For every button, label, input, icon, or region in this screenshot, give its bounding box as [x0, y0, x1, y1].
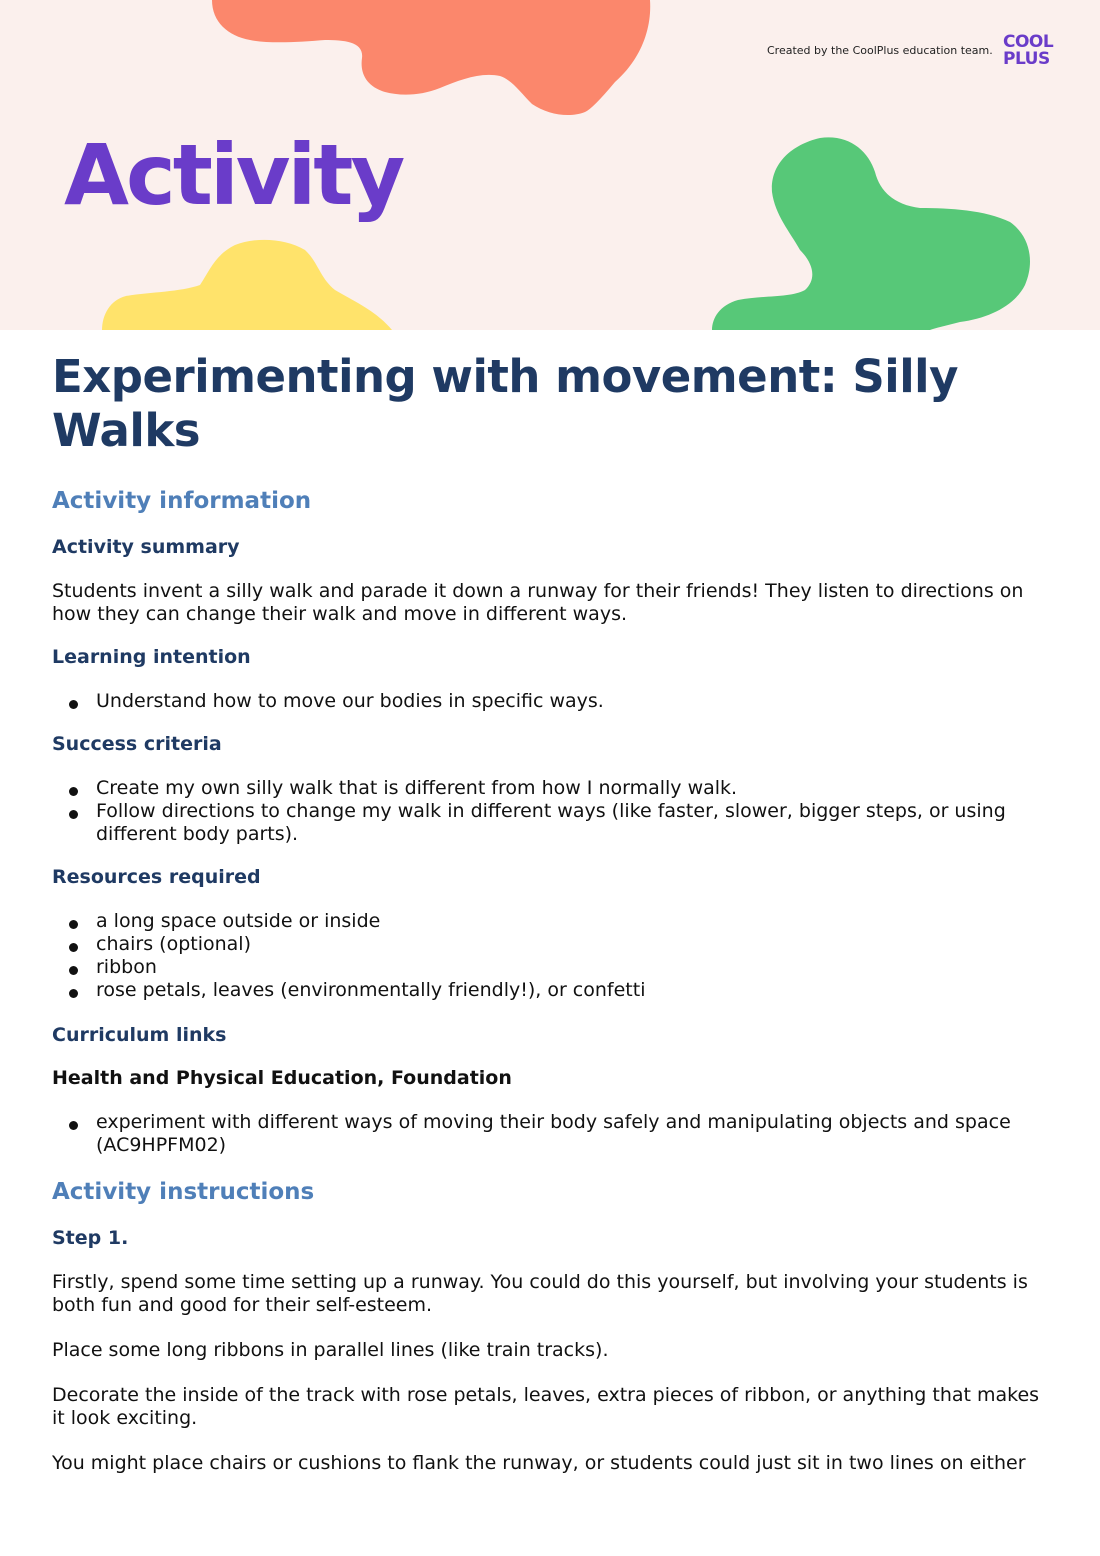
resources-heading: Resources required [52, 866, 261, 888]
summary-text: Students invent a silly walk and parade it down a runway for their friends! They listen to directions on how they can change their walk and move in different ways. [52, 580, 1024, 625]
step-1-paragraph: You might place chairs or cushions to flank the runway, or students could just sit in two lines on either [52, 1452, 1026, 1474]
step-1-paragraph: Place some long ribbons in parallel lines (like train tracks). [52, 1339, 609, 1361]
step-1-paragraph: Decorate the inside of the track with rose petals, leaves, extra pieces of ribbon, or anything that makes it look exciting. [52, 1384, 1040, 1429]
list-item: rose petals, leaves (environmentally friendly!), or confetti [52, 979, 1052, 1002]
resources-list [52, 910, 1052, 1002]
main-content [52, 350, 1052, 1475]
list-item: experiment with different ways of moving their body safely and manipulating objects and space (AC9HPFM02) [52, 1111, 1052, 1157]
curriculum-list [52, 1111, 1052, 1157]
learning-intention-heading: Learning intention [52, 646, 251, 668]
list-item: chairs (optional) [52, 933, 1052, 956]
credit-text: Created by the CoolPlus education team. [767, 44, 993, 57]
activity-label: Activity [64, 126, 403, 224]
coolplus-logo [1003, 34, 1067, 68]
list-item: Understand how to move our bodies in specific ways. [52, 690, 1052, 713]
summary-heading: Activity summary [52, 536, 240, 558]
list-item: Create my own silly walk that is different from how I normally walk. [52, 777, 1052, 800]
success-criteria-heading: Success criteria [52, 733, 222, 755]
list-item: Follow directions to change my walk in different ways (like faster, slower, bigger steps, or using different body parts). [52, 800, 1052, 846]
step-1-heading: Step 1. [52, 1227, 129, 1249]
logo-line-1: COOL [1003, 32, 1054, 52]
success-criteria-list [52, 777, 1052, 846]
page-title: Experimenting with movement: Silly Walks [52, 350, 958, 457]
activity-instructions-heading: Activity instructions [52, 1179, 315, 1205]
step-1-paragraph: Firstly, spend some time setting up a runway. You could do this yourself, but involving your students is both fun and good for their self-esteem. [52, 1271, 1028, 1316]
learning-intention-list [52, 690, 1052, 713]
header-banner [0, 0, 1100, 330]
list-item: a long space outside or inside [52, 910, 1052, 933]
logo-line-2: PLUS [1003, 49, 1050, 69]
curriculum-subject: Health and Physical Education, Foundation [52, 1067, 512, 1089]
curriculum-heading: Curriculum links [52, 1024, 227, 1046]
list-item: ribbon [52, 956, 1052, 979]
activity-information-heading: Activity information [52, 488, 312, 514]
green-blob [712, 137, 1030, 330]
orange-blob [212, 0, 650, 115]
yellow-blob [102, 240, 392, 330]
